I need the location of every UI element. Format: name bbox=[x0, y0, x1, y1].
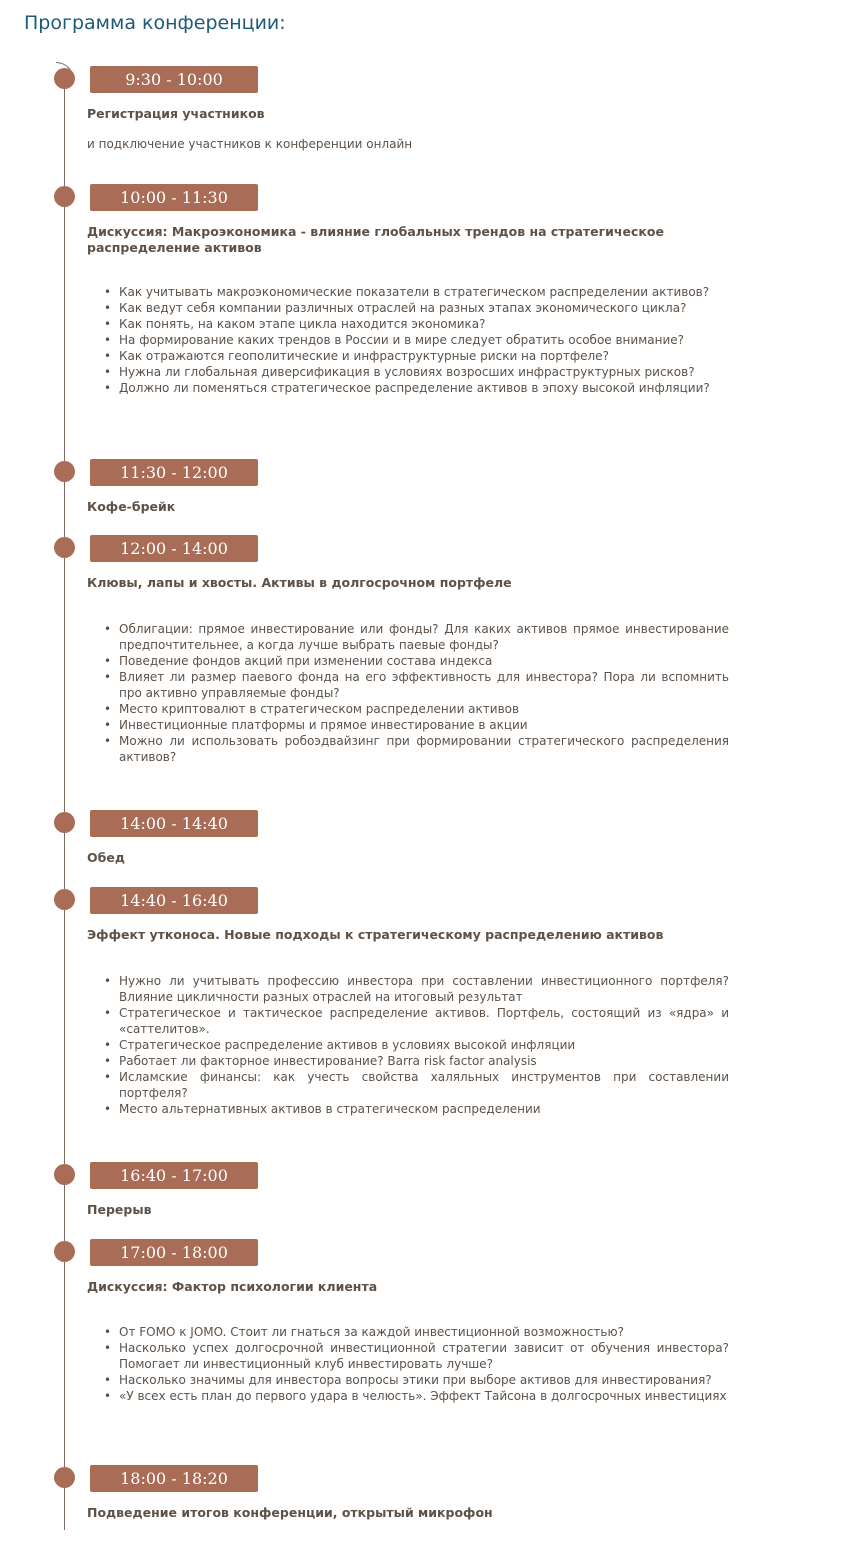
timeline-dot bbox=[54, 1467, 75, 1488]
topic-item: • Инвестиционные платформы и прямое инвестирование в акции bbox=[104, 718, 528, 732]
session-title: Дискуссия: Макроэкономика - влияние глобальных трендов на стратегическое распределение активов bbox=[87, 224, 664, 255]
topic-list bbox=[104, 1324, 729, 1404]
session-description: и подключение участников к конференции онлайн bbox=[87, 137, 413, 151]
timeline-dot bbox=[54, 812, 75, 833]
timeline-dot bbox=[54, 1241, 75, 1262]
timeline-dot bbox=[54, 1164, 75, 1185]
session-title: Эффект утконоса. Новые подходы к стратегическому распределению активов bbox=[87, 927, 664, 942]
topic-item: • Место альтернативных активов в стратегическом распределении bbox=[104, 1102, 541, 1116]
topic-item: • Как учитывать макроэкономические показатели в стратегическом распределении активов? bbox=[104, 285, 710, 299]
topic-item: • Облигации: прямое инвестирование или фонды? Для каких активов прямое инвестирование предпочтительнее, а когда лучше выбрать паевые фонды? bbox=[104, 622, 729, 652]
session-title: Кофе-брейк bbox=[87, 499, 176, 514]
topic-item: • Поведение фондов акций при изменении состава индекса bbox=[104, 654, 493, 668]
topic-list bbox=[104, 621, 729, 765]
session-title: Регистрация участников bbox=[87, 106, 265, 121]
topic-item: • «У всех есть план до первого удара в челюсть». Эффект Тайсона в долгосрочных инвестициях bbox=[104, 1389, 727, 1403]
time-badge: 18:00 - 18:20 bbox=[90, 1465, 258, 1492]
topic-item: • От FOMO к JOMO. Стоит ли гнаться за каждой инвестиционной возможностью? bbox=[104, 1325, 624, 1339]
topic-item: • Должно ли поменяться стратегическое распределение активов в эпоху высокой инфляции? bbox=[104, 381, 710, 395]
session-title: Клювы, лапы и хвосты. Активы в долгосрочном портфеле bbox=[87, 575, 512, 590]
topic-item: • Как ведут себя компании различных отраслей на разных этапах экономического цикла? bbox=[104, 301, 687, 315]
topic-item: • Как отражаются геополитические и инфраструктурные риски на портфеле? bbox=[104, 349, 609, 363]
timeline-dot bbox=[54, 461, 75, 482]
timeline-dot bbox=[54, 889, 75, 910]
time-badge: 9:30 - 10:00 bbox=[90, 66, 258, 93]
time-badge: 14:40 - 16:40 bbox=[90, 887, 258, 914]
topic-item: • Место криптовалют в стратегическом распределении активов bbox=[104, 702, 520, 716]
topic-item: • Можно ли использовать робоэдвайзинг при формировании стратегического распределения активов? bbox=[104, 734, 729, 764]
timeline-dot bbox=[54, 68, 75, 89]
topic-item: • Исламские финансы: как учесть свойства халяльных инструментов при составлении портфеля? bbox=[104, 1070, 729, 1100]
time-badge: 16:40 - 17:00 bbox=[90, 1162, 258, 1189]
session-title: Подведение итогов конференции, открытый микрофон bbox=[87, 1505, 493, 1520]
topic-item: • Влияет ли размер паевого фонда на его эффективность для инвестора? Пора ли вспомнить про активно управляемые фонды? bbox=[104, 670, 729, 700]
topic-item: • Нужно ли учитывать профессию инвестора при составлении инвестиционного портфеля? Влияние цикличности разных отраслей на итоговый результат bbox=[104, 974, 729, 1004]
session-title: Дискуссия: Фактор психологии клиента bbox=[87, 1279, 378, 1294]
topic-item: • На формирование каких трендов в России и в мире следует обратить особое внимание? bbox=[104, 333, 685, 347]
topic-item: • Стратегическое и тактическое распределение активов. Портфель, состоящий из «ядра» и «саттелитов». bbox=[104, 1006, 729, 1036]
page-title: Программа конференции: bbox=[24, 12, 286, 34]
topic-item: • Насколько значимы для инвестора вопросы этики при выборе активов для инвестирования? bbox=[104, 1373, 712, 1387]
topic-item: • Работает ли факторное инвестирование? Barra risk factor analysis bbox=[104, 1054, 537, 1068]
time-badge: 11:30 - 12:00 bbox=[90, 459, 258, 486]
topic-item: • Стратегическое распределение активов в условиях высокой инфляции bbox=[104, 1038, 576, 1052]
timeline-dot bbox=[54, 186, 75, 207]
topic-item: • Как понять, на каком этапе цикла находится экономика? bbox=[104, 317, 486, 331]
time-badge: 10:00 - 11:30 bbox=[90, 184, 258, 211]
topic-item: • Насколько успех долгосрочной инвестиционной стратегии зависит от обучения инвестора? Помогает ли инвестиционный клуб инвестировать лучше? bbox=[104, 1341, 729, 1371]
time-badge: 14:00 - 14:40 bbox=[90, 810, 258, 837]
topic-item: • Нужна ли глобальная диверсификация в условиях возросших инфраструктурных рисков? bbox=[104, 365, 695, 379]
topic-list bbox=[104, 284, 729, 396]
timeline-line bbox=[64, 72, 65, 1530]
timeline-dot bbox=[54, 537, 75, 558]
session-title: Обед bbox=[87, 850, 125, 865]
topic-list bbox=[104, 973, 729, 1117]
time-badge: 12:00 - 14:00 bbox=[90, 535, 258, 562]
session-title: Перерыв bbox=[87, 1202, 152, 1217]
time-badge: 17:00 - 18:00 bbox=[90, 1239, 258, 1266]
